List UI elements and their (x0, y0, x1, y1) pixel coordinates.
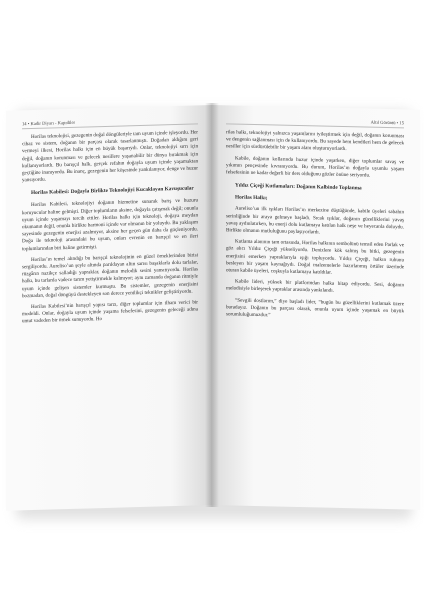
open-book (6, 97, 420, 509)
paragraph: Kabile lideri, yüksek bir platformdan halka hitap ediyordu. Sesi, doğanın melodisiyle birleşerek yapraklar arasında yankılandı. (226, 278, 404, 295)
left-page (6, 105, 212, 511)
section-heading: Yıldız Çiçeği Kutlamaları: Doğanın Kalbinde Toplanma (235, 182, 362, 192)
right-page-header: Altıl Görüntü • 15 (370, 119, 404, 126)
left-page-header: 14 • Kadir Diyarı - Kapıdiler (22, 119, 76, 127)
paragraph: “Sevgili dostlarım,” diye başladı lider, “bugün bu güzelliklerini kutlamak üzere buradayız. Doğanın bu parçası olarak, onunla uyum içinde yaşamak en büyük sorumluluğumuzdur.” (226, 297, 404, 319)
subheading: Horilas Halkı; (235, 194, 268, 202)
paragraph: Aureliso’un ilk ışıkları Horilas’ın merkezine düştüğünde, kabile üyeleri sabahın serinliğinde bir araya gelmeye başladı. Sıcak ışıklar, doğanın güzelliklerini yavaş yavaş aydınlatırken, bu enerji dolu kutlamaya katılan halk neşe ve heyecanla doluydu. Birlikte olmanın mutluluğunu paylaşıyorlardı. (226, 205, 404, 236)
paragraph: Horilas’ın temel alındığı bu barışçıl teknolojinin en güzel örneklerinden birisi sergiliyordu. Aureliso’un şeyle altında parıldayan altın sarısı başaklarla dolu tarlalar, rüzgârın nazikçe salladığı yapraklar, doğanın melodik sesini yansıtıyordu. Horilas halkı, bu tarlarda vadece tarım yetiştirmekle kalmıyor; aynı zamanda doğanın ritmiyle uyum içinde gelişen sistemler kurmuştu. Bu sistemler, gezegenin enerjisini bozmadan, doğal döngüyü destekleyen son derece yenilikçi teknikler geliştiriyordu. (22, 252, 198, 300)
section-heading: Horilas Kabilesi: Doğayla Birlikte Teknolojiyi Kucaklayan Kavuşucular (31, 185, 194, 197)
paragraph: Horilas Kabilesi, teknolojiyi doğanın hizmetine sunarak barış ve huzuru koruyucular haline gelmişti. Diğer toplumların aksine, doğayla çatışmak değil; onunla uyum içinde yaşamayı tercih ettiler. Horilas halkı için teknoloji, doğaya meydan okumanın değil, onunla birlikte harmoni içinde var olmanın bir yoluydu. Bu yaklaşım sayesinde gezegenin enerjisi azalmıyor, aksine her geçen gün daha da güçleniyordu. Doğa ile teknoloji arasındaki bu uyum, onları evrenin en barışçıl ve en ileri toplumlarından biri haline getirmişti. (22, 197, 198, 252)
paragraph: Horilas Kabilesi’nin barışçıl yapısı tarzı, diğer toplumlar için ilham verici bir modeldi. Onlar, doğayla uyum içinde yaşama felsefesini, gezegenin geleceği adına umut vadeden bir örnek sunuyordu. Ho (22, 299, 198, 325)
left-page-content (22, 129, 198, 330)
right-page (212, 105, 420, 510)
book-gutter (205, 103, 219, 507)
paragraph: Kutlama alanının tam ortasında, Horilas halkının sembolünü temsil eden Parlak ve göz alıcı Yıldız Çiçeği yükseliyordu. Denizlere kök salmış bu bitki, gezegenin enerjisini emerken yapraklarıyla ışığı topluyordu. Yıldız Çiçeği, halkın ruhunu besleyen bir yaşam kaynağıydı. Doğal malzemelerle hazırlanmış örtüler üzerinde oturan kabile üyeleri, coşkuyla kutlamaya katıldılar. (226, 238, 404, 276)
right-page-content (226, 129, 404, 326)
paragraph: rilas halkı, teknolojiyi yalnızca yaşamlarını iyileştirmek için değil, doğanın korunması ve dengenin sağlanması için de kullanıyordu. Bu sayede hem kendileri hem de gelecek nesiller için sürdürülebilir bir yaşam alanı oluşturuyorlardı. (226, 129, 404, 153)
paragraph: Kabile, doğanın kollarında huzur içinde yaşarken, diğer toplumlar savaş ve yıkımın pençesinde kıvranıyordu. Bu durum, Horilas’ın doğayla uyumlu yaşam felsefesinin ne kadar değerli bir ders olduğunu gözler önüne seriyordu. (226, 155, 404, 179)
paragraph: Horilas teknolojisi, gezegenin doğal döngüleriyle tam uyum içinde işleyordu. Her cihaz ve sistem, doğanın bir parçası olarak tasarlanmıştı. Doğadan aldığını geri vermeyi ilkesi, Horilas halkı için en büyük başarıydı. Onlar, teknolojiyi sırrı için değil, doğanın korunması ve gelecek nesillere yaşanabilir bir dünya bırakmak için kullanıyorlardı. Bu barışçıl halk, gerçek refahın doğayla uyum içinde yaşamaktan geçtiğine inanıyordu. Bu inanç, gezegenin her köşesinde yankılanıyor, denge ve huzur yansıyordu. (22, 129, 198, 184)
